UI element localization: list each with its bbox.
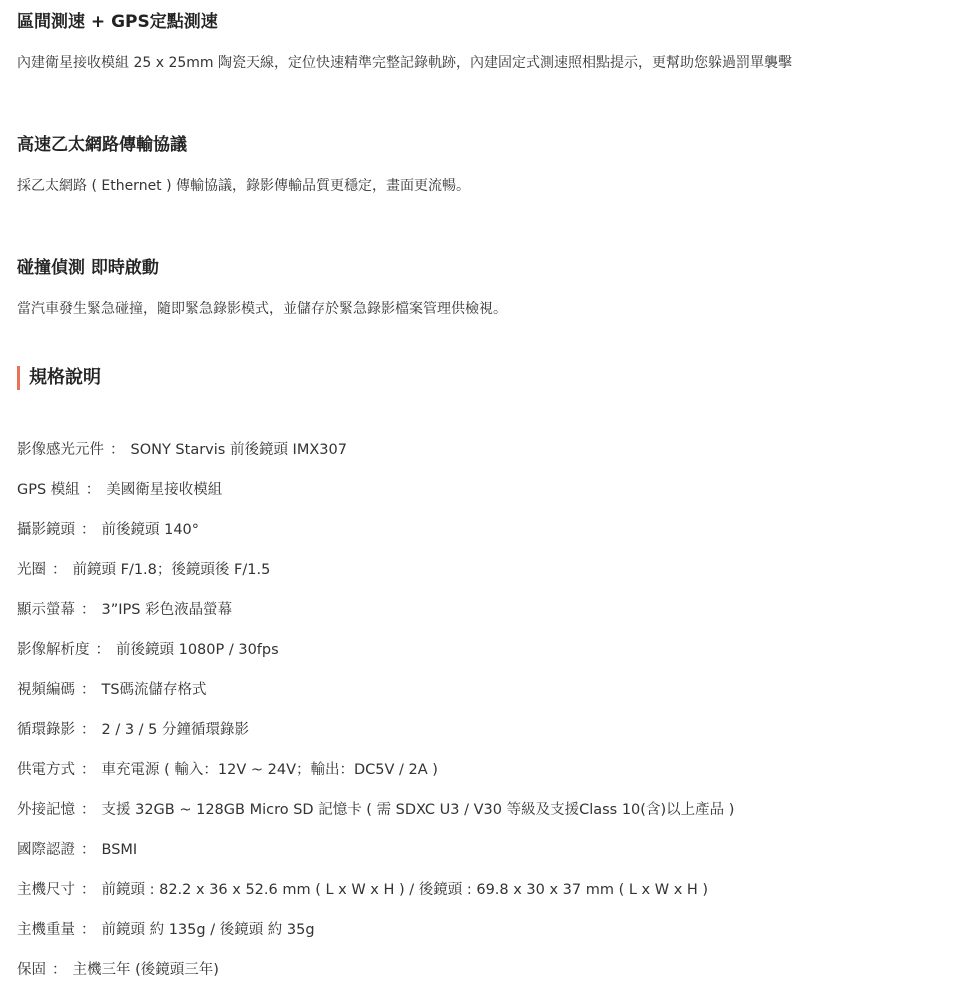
spec-separator: ： — [95, 642, 110, 658]
feature-description: 內建衛星接收模組 25 x 25mm 陶瓷天線，定位快速精準完整記錄軌跡，內建固定式測速照相點提示，更幫助您躲過罰單襲擊 — [17, 55, 792, 71]
spec-separator: ： — [81, 842, 96, 858]
spec-section-heading: 規格說明 — [17, 366, 101, 390]
feature-title: 高速乙太網路傳輸協議 — [17, 135, 187, 155]
spec-separator: ： — [81, 682, 96, 698]
spec-label: 影像解析度 — [17, 642, 90, 658]
spec-value: BSMI — [101, 842, 138, 858]
spec-separator: ： — [110, 442, 125, 458]
spec-label: 顯示螢幕 — [17, 602, 75, 618]
spec-label: 外接記憶 — [17, 802, 75, 818]
spec-row — [17, 439, 947, 479]
spec-label: 保固 — [17, 962, 46, 978]
spec-value: 前鏡頭 約 135g / 後鏡頭 約 35g — [101, 922, 315, 938]
feature-collision-detection — [17, 256, 947, 317]
feature-description: 採乙太網路 ( Ethernet ) 傳輸協議，錄影傳輸品質更穩定，畫面更流暢。 — [17, 178, 471, 194]
spec-separator: ： — [52, 562, 67, 578]
spec-separator: ： — [81, 522, 96, 538]
spec-label: 國際認證 — [17, 842, 75, 858]
spec-label: 影像感光元件 — [17, 442, 104, 458]
spec-value: 支援 32GB ~ 128GB Micro SD 記憶卡 ( 需 SDXC U3 / V30 等級及支援Class 10(含)以上產品 ) — [101, 802, 735, 818]
spec-value: TS碼流儲存格式 — [101, 682, 207, 698]
spec-separator: ： — [85, 482, 101, 498]
spec-separator: ： — [81, 882, 96, 898]
spec-value: 3”IPS 彩色液晶螢幕 — [101, 602, 233, 618]
spec-row — [17, 679, 947, 719]
spec-label: GPS 模組 — [17, 482, 80, 498]
spec-separator: ： — [81, 602, 96, 618]
spec-row — [17, 759, 947, 799]
spec-value: SONY Starvis 前後鏡頭 IMX307 — [130, 442, 347, 458]
spec-label: 光圈 — [17, 562, 46, 578]
spec-separator: ： — [81, 802, 96, 818]
spec-value: 前後鏡頭 1080P / 30fps — [116, 642, 279, 658]
feature-gps-speed — [17, 10, 947, 71]
spec-row — [17, 919, 947, 959]
spec-row — [17, 959, 947, 999]
spec-row — [17, 559, 947, 599]
spec-value: 前鏡頭 : 82.2 x 36 x 52.6 mm ( L x W x H ) / 後鏡頭 : 69.8 x 30 x 37 mm ( L x W x H ) — [101, 882, 709, 898]
spec-row — [17, 839, 947, 879]
spec-label: 主機尺寸 — [17, 882, 75, 898]
spec-row — [17, 799, 947, 839]
spec-label: 視頻編碼 — [17, 682, 75, 698]
spec-row — [17, 879, 947, 919]
spec-row — [17, 519, 947, 559]
spec-row — [17, 479, 947, 519]
feature-description: 當汽車發生緊急碰撞，隨即緊急錄影模式，並儲存於緊急錄影檔案管理供檢視。 — [17, 301, 507, 317]
spec-label: 主機重量 — [17, 922, 75, 938]
spec-value: 主機三年 (後鏡頭三年) — [72, 962, 219, 978]
spec-value: 2 / 3 / 5 分鐘循環錄影 — [101, 722, 249, 738]
spec-separator: ： — [81, 922, 96, 938]
spec-label: 供電方式 — [17, 762, 75, 778]
spec-row — [17, 719, 947, 759]
spec-separator: ： — [81, 762, 96, 778]
feature-ethernet — [17, 133, 947, 194]
spec-label: 攝影鏡頭 — [17, 522, 75, 538]
feature-title: 碰撞偵測 即時啟動 — [17, 258, 159, 278]
spec-value: 前鏡頭 F/1.8；後鏡頭後 F/1.5 — [72, 562, 271, 578]
spec-value: 前後鏡頭 140° — [101, 522, 200, 538]
spec-value: 車充電源 ( 輸入：12V ~ 24V；輸出：DC5V / 2A ) — [101, 762, 438, 778]
feature-title: 區間測速 + GPS定點測速 — [17, 12, 218, 32]
spec-label: 循環錄影 — [17, 722, 75, 738]
spec-row — [17, 599, 947, 639]
spec-value: 美國衛星接收模組 — [106, 482, 223, 498]
spec-list — [17, 439, 947, 999]
spec-separator: ： — [81, 722, 96, 738]
spec-separator: ： — [52, 962, 67, 978]
spec-row — [17, 639, 947, 679]
